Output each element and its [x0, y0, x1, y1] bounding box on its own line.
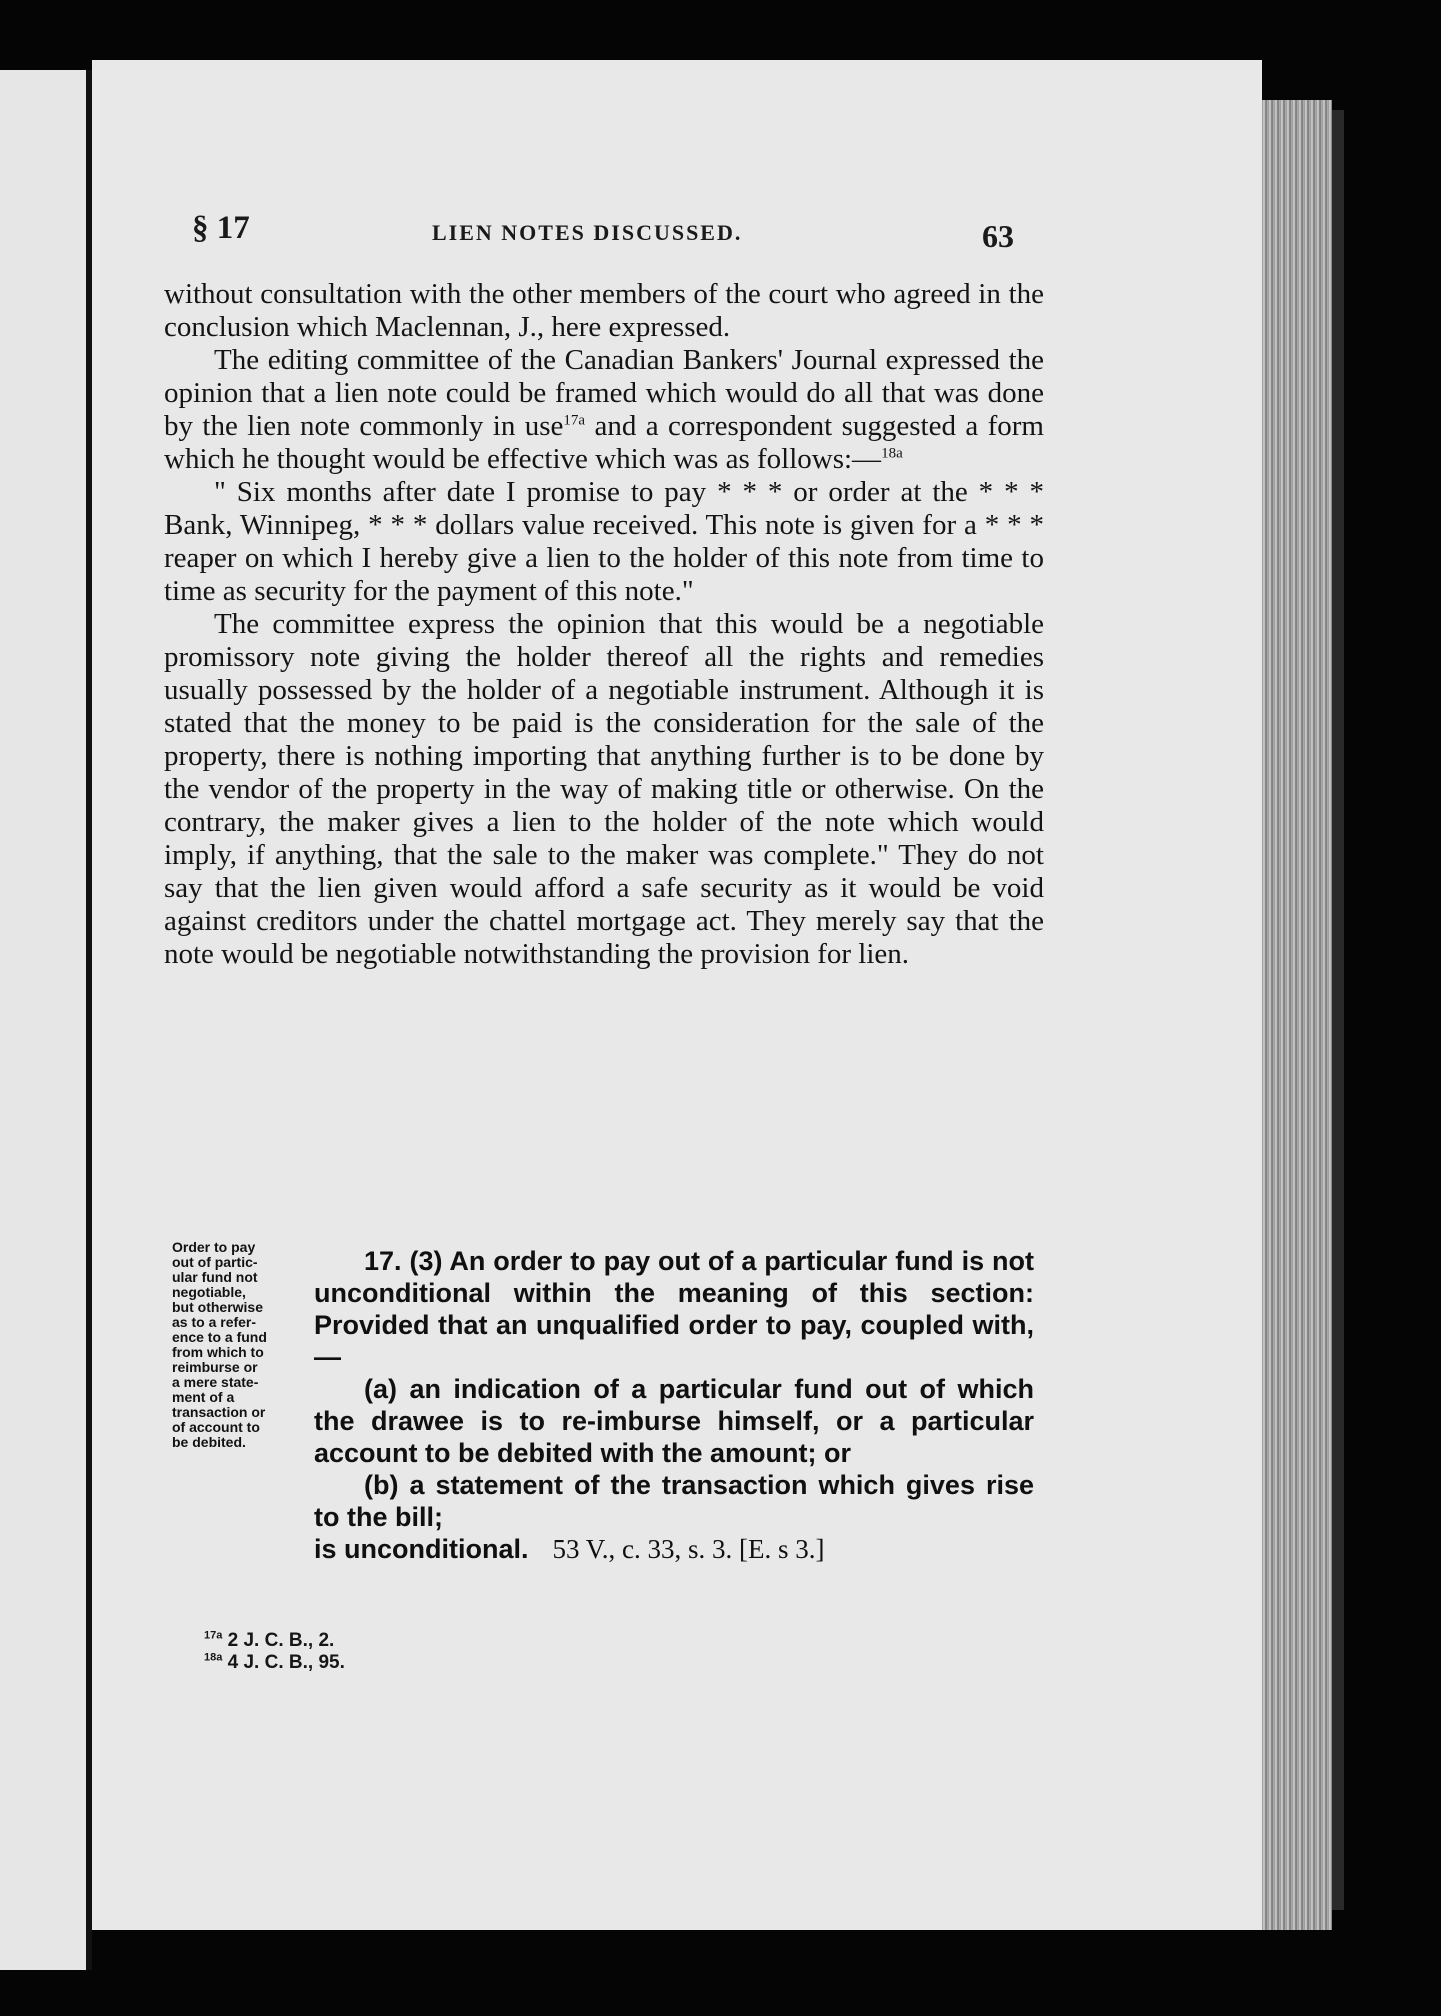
body-text — [164, 278, 1044, 971]
page-stack-edge — [1262, 100, 1332, 1930]
margin-note-line: of account to — [172, 1419, 260, 1435]
margin-note-line: out of partic- — [172, 1254, 258, 1270]
margin-note-line: a mere state- — [172, 1374, 259, 1390]
running-header — [92, 148, 1262, 254]
section-conclusion — [314, 1533, 1034, 1565]
footnote-ref-17a: 17a — [563, 412, 586, 429]
paragraph-2-text-a: The editing committee of the Canadian Bankers' Journal expressed the opinion that a lien note could be framed which would do all that was done by the lien note commonly in use — [164, 344, 1044, 442]
statute-section — [314, 1245, 1034, 1565]
margin-note-line: ular fund not — [172, 1269, 258, 1285]
paragraph-1: without consultation with the other members of the court who agreed in the conclusion which Maclennan, J., here expressed. — [164, 278, 1044, 343]
paragraph-2-text-b: and a correspondent suggested a form which he thought would be effective which was as follows:— — [164, 410, 1044, 475]
margin-note-line: reimburse or — [172, 1359, 258, 1375]
facing-page-edge — [0, 70, 92, 1970]
footnote-text: 4 J. C. B., 95. — [227, 1652, 345, 1673]
page-number: 63 — [982, 218, 1014, 254]
subclause-a: (a) an indication of a particular fund out of which the drawee is to re-imburse himself, or a particular account to be debited with the amount; or — [314, 1374, 1034, 1468]
paragraph-3: The committee express the opinion that this would be a negotiable promissory note giving the holder thereof all the rights and remedies usually possessed by the holder of a negotiable instrument. Although it is stated that the money to be paid is the consideration for the sale of the property, there is nothing importing that anything further is to be done by the vendor of the property in the way of making title or otherwise. On the contrary, the maker gives a lien to the holder of the note which would imply, if anything, that the sale to the maker was complete." They do not say that the lien given would afford a safe security as it would be void against creditors under the chattel mortgage act. They merely say that the note would be negotiable notwithstanding the provision for lien. — [164, 608, 1044, 970]
paragraph-2 — [164, 344, 1044, 476]
subclause-b: (b) a statement of the transaction which gives rise to the bill; — [314, 1470, 1034, 1532]
footnote-mark: 18a — [204, 1651, 223, 1664]
footnote-mark: 17a — [204, 1629, 223, 1642]
quoted-form: " Six months after date I promise to pay * * * or order at the * * * Bank, Winnipeg, * * * dollars value received. This note is given for a * * * reaper on which I hereby give a lien to the holder of this note from time to time as security for the payment of this note." — [164, 476, 1044, 607]
section-final-text: is unconditional. — [314, 1534, 529, 1564]
section-heading: 17. (3) An order to pay out of a particular fund is not unconditional within the meaning of this section: Provided that an unqualified order to pay, coupled with,— — [314, 1246, 1034, 1372]
header-section-number: § 17 — [192, 210, 250, 246]
footnote — [204, 1630, 345, 1652]
book-page — [92, 60, 1262, 1930]
margin-note-line: as to a refer- — [172, 1314, 257, 1330]
footnotes — [204, 1630, 345, 1674]
margin-note-line: but otherwise — [172, 1299, 264, 1315]
header-title: LIEN NOTES DISCUSSED. — [432, 220, 743, 245]
footnote-text: 2 J. C. B., 2. — [227, 1630, 335, 1651]
margin-note — [172, 1240, 312, 1450]
footnote-ref-18a: 18a — [881, 445, 903, 462]
margin-note-line: be debited. — [172, 1434, 246, 1450]
footnote — [204, 1652, 345, 1674]
statute-citation: 53 V., c. 33, s. 3. [E. s 3.] — [552, 1534, 825, 1564]
margin-note-line: Order to pay — [172, 1239, 256, 1255]
margin-note-line: transaction or — [172, 1404, 266, 1420]
book-cover-edge — [1332, 110, 1344, 1910]
margin-note-line: negotiable, — [172, 1284, 246, 1300]
margin-note-line: ment of a — [172, 1389, 235, 1405]
margin-note-line: ence to a fund — [172, 1329, 267, 1345]
margin-note-line: from which to — [172, 1344, 264, 1360]
